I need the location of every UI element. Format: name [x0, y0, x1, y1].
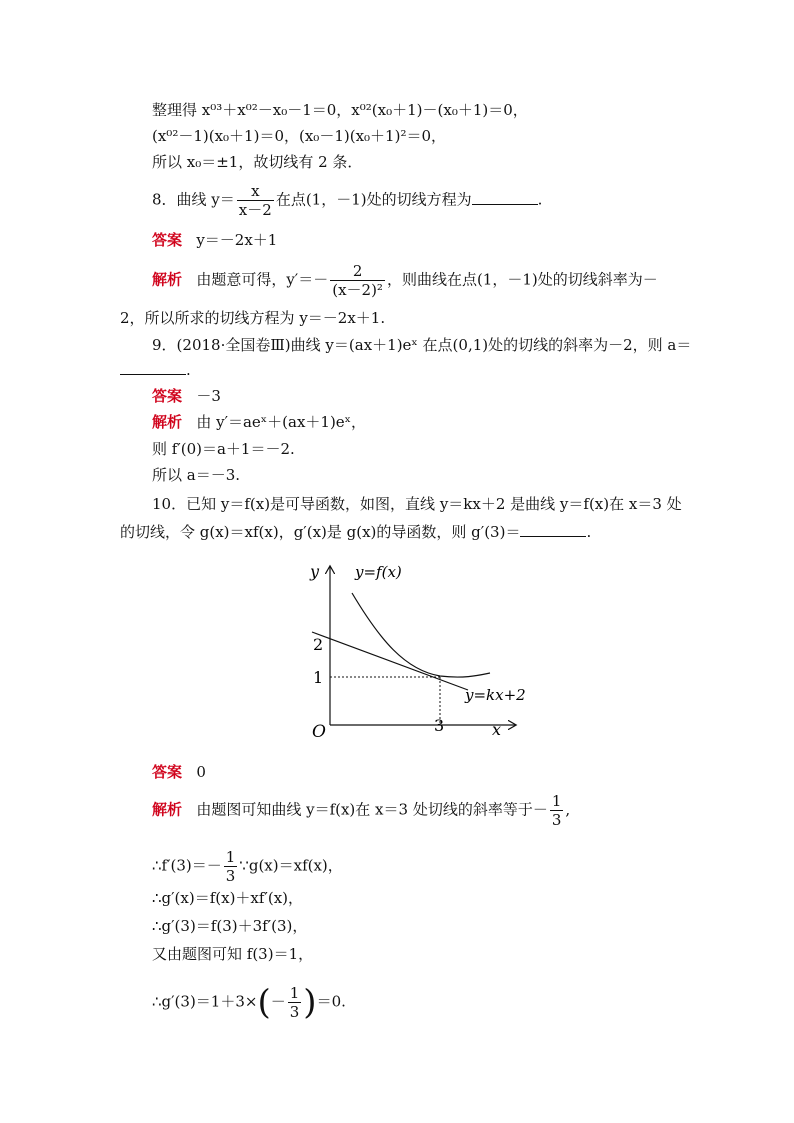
derivation-line-1: 整理得 x⁰³＋x⁰²－x₀－1＝0，x⁰²(x₀＋1)－(x₀＋1)＝0， [152, 101, 528, 119]
q10-analysis-num: 1 [551, 792, 562, 810]
q8-frac-den: x－2 [238, 201, 272, 219]
q10-analysis-label: 解析 [152, 800, 183, 819]
q10-answer-label: 答案 [152, 763, 183, 781]
q8-frac-num: x [237, 182, 274, 201]
tick-x-3: 3 [434, 716, 445, 735]
q8-answer-blank [472, 190, 538, 205]
x-axis-label: x [492, 720, 502, 739]
q10-step-5-fraction [288, 984, 302, 1021]
q10-step-1a: ∴f′(3)＝－ [152, 856, 222, 875]
q10-step-5a: ∴g′(3)＝1＋3× [152, 992, 258, 1011]
question-8 [152, 182, 542, 219]
q9-answer-row [152, 386, 221, 406]
q10-step-5-minus: － [270, 992, 286, 1011]
q10-step-4: 又由题图可知 f(3)＝1， [152, 945, 314, 963]
q8-analysis-b: ，则曲线在点(1，－1)处的切线斜率为－ [386, 270, 658, 289]
q9-answer: －3 [196, 387, 221, 405]
q10-analysis-den: 3 [551, 811, 562, 829]
right-paren: ) [303, 982, 317, 1023]
q10-end: . [586, 523, 592, 541]
curve-label: y=f(x) [355, 563, 402, 581]
q9-answer-blank [120, 360, 186, 375]
q9-end: . [186, 361, 191, 379]
q9-blank-row [120, 360, 191, 380]
q10-step-5b: ＝0. [316, 992, 346, 1011]
curve-f [352, 593, 490, 677]
q8-answer: y＝－2x＋1 [196, 231, 278, 249]
q8-analysis-num: 2 [330, 262, 385, 281]
q10-step-1b: ∵g(x)＝xf(x)， [239, 856, 343, 875]
origin-label: O [312, 722, 326, 742]
tick-y-2: 2 [313, 635, 324, 654]
q10-step-1-fraction [224, 848, 238, 885]
q9-analysis-3: 所以 a＝－3. [152, 466, 241, 484]
q10-step-5 [152, 984, 346, 1021]
q8-analysis-a: 由题意可得，y′＝－ [196, 270, 329, 289]
left-paren: ( [257, 982, 271, 1023]
q9-text: 9．(2018·全国卷Ⅲ)曲线 y＝(ax＋1)eˣ 在点(0,1)处的切线的斜率为－2，则 a＝ [152, 336, 692, 354]
derivation-line-3: 所以 x₀＝±1，故切线有 2 条． [152, 153, 363, 171]
q10-text-2: 的切线，令 g(x)＝xf(x)，g′(x)是 g(x)的导函数，则 g′(3)＝ [120, 523, 521, 541]
q10-analysis-end: , [565, 800, 571, 819]
q10-analysis-row [152, 792, 570, 829]
q10-answer: 0 [196, 763, 206, 781]
q9-analysis-row [152, 412, 366, 432]
q9-analysis-label: 解析 [152, 413, 183, 431]
q8-analysis-fraction [330, 262, 385, 299]
q10-step-1-num: 1 [225, 848, 236, 866]
question-9 [152, 335, 691, 355]
q8-answer-row [152, 230, 277, 250]
q8-fraction [237, 182, 274, 219]
q10-step-2: ∴g′(x)＝f(x)＋xf′(x)， [152, 889, 304, 907]
q10-text-2-row [120, 522, 591, 542]
q10-step-1 [152, 848, 343, 885]
q10-step-5-den: 3 [289, 1003, 300, 1021]
q8-prefix: 8．曲线 y＝ [152, 190, 235, 209]
q8-analysis-den: (x－2)² [332, 281, 383, 299]
q10-graph [300, 555, 540, 745]
q8-analysis-c: 2，所以所求的切线方程为 y＝－2x＋1. [120, 309, 386, 327]
line-label: y=kx+2 [465, 686, 526, 704]
q10-step-1-den: 3 [225, 867, 236, 885]
q9-analysis-2: 则 f′(0)＝a＋1＝－2. [152, 440, 295, 458]
q10-analysis-a: 由题图可知曲线 y＝f(x)在 x＝3 处切线的斜率等于－ [196, 800, 548, 819]
q10-answer-blank [520, 522, 586, 537]
derivation-line-2: (x⁰²－1)(x₀＋1)＝0，(x₀－1)(x₀＋1)²＝0， [152, 127, 446, 145]
q10-step-3: ∴g′(3)＝f(3)＋3f′(3)， [152, 917, 308, 935]
q10-answer-row [152, 762, 206, 782]
q9-analysis-1: 由 y′＝aeˣ＋(ax＋1)eˣ， [196, 413, 367, 431]
q8-suffix: 在点(1，－1)处的切线方程为 [275, 190, 472, 209]
tick-y-1: 1 [313, 668, 324, 687]
q9-answer-label: 答案 [152, 387, 183, 405]
q8-end: . [537, 190, 543, 209]
q10-analysis-fraction [550, 792, 564, 829]
q10-text-1: 10．已知 y＝f(x)是可导函数，如图，直线 y＝kx＋2 是曲线 y＝f(x)在 x＝3 处 [152, 495, 682, 513]
q8-analysis-row [152, 262, 658, 299]
q8-answer-label: 答案 [152, 231, 183, 249]
y-axis-label: y [310, 562, 320, 581]
q10-step-5-num: 1 [289, 984, 300, 1002]
q8-analysis-label: 解析 [152, 270, 183, 289]
tangent-line [312, 632, 468, 690]
